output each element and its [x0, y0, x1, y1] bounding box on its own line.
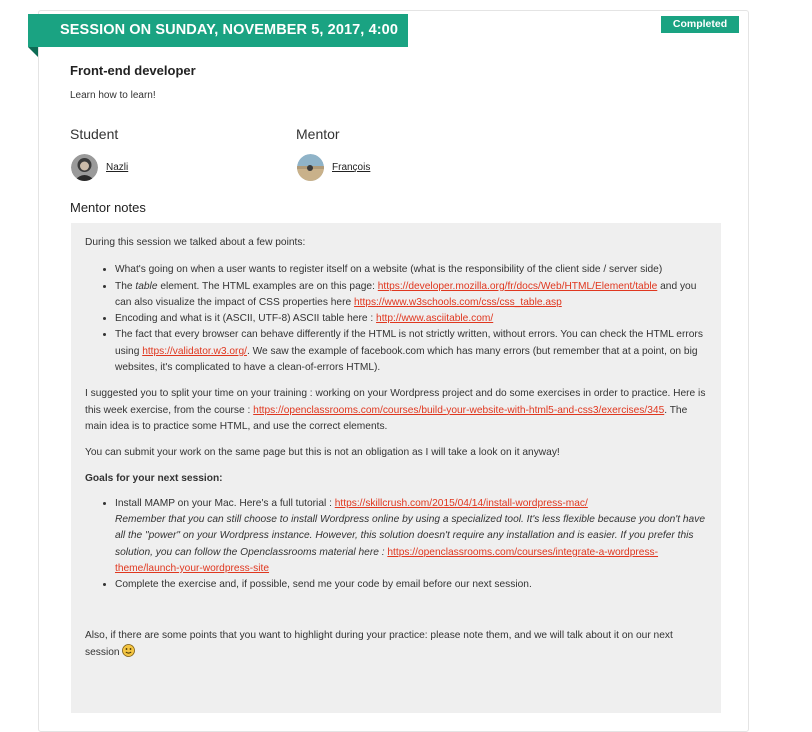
list-item: • The table element. The HTML examples are on this page: https://developer.mozilla.org/fr/docs/Web/HTML/Element/table and you can also visualize the impact of CSS properties here https://www.w3schools.com/css/css_table.asp: [115, 279, 707, 312]
course-subtitle: Learn how to learn!: [70, 90, 156, 101]
smiley-icon: [122, 644, 135, 663]
mentor-notes-box: [71, 223, 721, 713]
asciitable-link[interactable]: http://www.asciitable.com/: [376, 313, 494, 325]
mentor-profile: [297, 154, 370, 181]
list-item: • Complete the exercise and, if possible, send me your code by email before our next session.: [115, 577, 707, 593]
w3schools-link[interactable]: https://www.w3schools.com/css/css_table.asp: [353, 296, 562, 308]
notes-paragraph: I suggested you to split your time on your training : working on your Wordpress project and do some exercises in order to practice. Here is this week exercise, from the course : https://openclassrooms.com/courses/build-your-website-with-html5-and-css3/exercises/345. The main idea is to practice some HTML, and use the correct elements.: [85, 388, 706, 432]
discussion-points-list: [85, 262, 707, 376]
list-item: • What's going on when a user wants to register itself on a website (what is the responsibility of the client side / server side): [115, 262, 707, 278]
ribbon-fold: [28, 47, 38, 57]
list-item: • Install MAMP on your Mac. Here's a full tutorial : https://skillcrush.com/2015/04/14/install-wordpress-mac/ Remember that you can still choose to install Wordpress online by using a specialized tool. It's less flexible because you don't have all the "power" on your Wordpress instance. However, this solution doesn't require any installation and is easier. If you prefer this solution, you can follow the Openclassrooms material here : https://openclassrooms.com/courses/integrate-a-wordpress-theme/launch-your-wordpress-site: [115, 496, 707, 577]
course-title: Front-end developer: [70, 63, 196, 78]
mdn-table-link[interactable]: https://developer.mozilla.org/fr/docs/Web/HTML/Element/table: [377, 280, 658, 292]
openclassrooms-wordpress-link[interactable]: https://openclassrooms.com/courses/integrate-a-wordpress-theme/launch-your-wordpress-site: [115, 546, 659, 575]
mentor-notes-heading: Mentor notes: [70, 200, 146, 215]
exercise-link[interactable]: https://openclassrooms.com/courses/build-your-website-with-html5-and-css3/exercises/345: [253, 404, 665, 416]
goals-list: [85, 496, 707, 594]
notes-intro: During this session we talked about a few points:: [85, 237, 306, 248]
session-title-ribbon: SESSION ON SUNDAY, NOVEMBER 5, 2017, 4:00 PM: [28, 14, 408, 47]
student-profile: [71, 154, 128, 181]
notes-closing: Also, if there are some points that you want to highlight during your practice: please note them, and we will talk about it on our next session: [85, 628, 707, 664]
status-badge: Completed: [661, 16, 739, 33]
goals-heading: Goals for your next session:: [85, 472, 223, 484]
student-name-link[interactable]: Nazli: [106, 162, 129, 173]
list-item: • Encoding and what is it (ASCII, UTF-8) ASCII table here : http://www.asciitable.com/: [115, 311, 707, 327]
notes-paragraph: You can submit your work on the same page but this is not an obligation as I will take a look on it anyway!: [85, 447, 560, 459]
validator-link[interactable]: https://validator.w3.org/: [142, 345, 247, 357]
skillcrush-link[interactable]: https://skillcrush.com/2015/04/14/install-wordpress-mac/: [334, 497, 588, 509]
student-avatar[interactable]: [71, 154, 98, 181]
student-heading: Student: [70, 126, 119, 142]
list-item: • The fact that every browser can behave differently if the HTML is not strictly written, without errors. You can check the HTML errors using https://validator.w3.org/. We saw the example of facebook.com which has many errors (but remember that at a point, on big websites, it's complicated to have a clean-of-errors HTML).: [115, 327, 707, 376]
mentor-avatar[interactable]: [297, 154, 324, 181]
mentor-heading: Mentor: [296, 126, 340, 142]
mentor-name-link[interactable]: François: [332, 162, 371, 173]
